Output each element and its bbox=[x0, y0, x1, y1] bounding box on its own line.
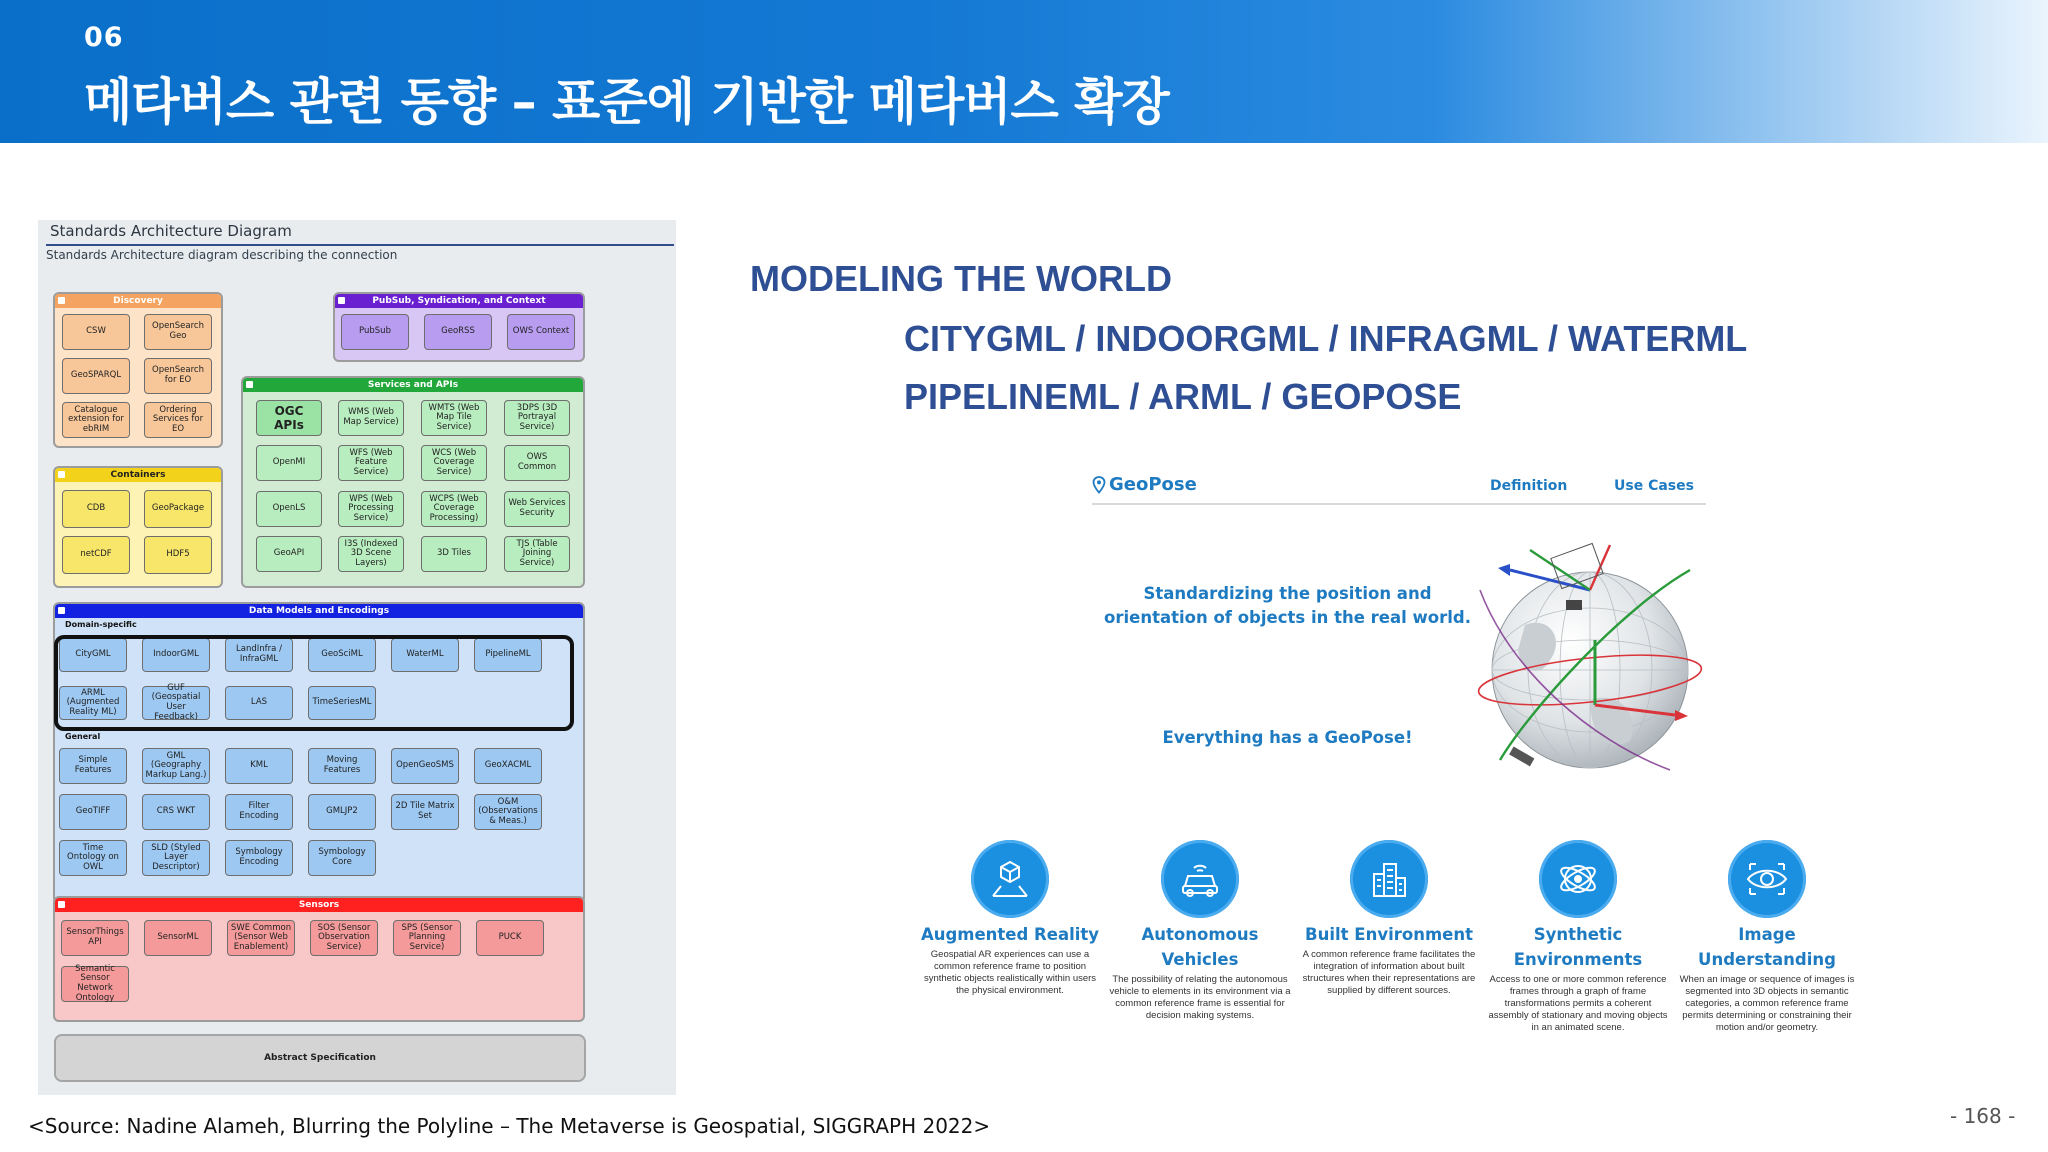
group-header-containers: Containers bbox=[55, 468, 221, 482]
location-pin-icon bbox=[1092, 476, 1106, 494]
box-las: LAS bbox=[225, 686, 293, 720]
box-sensorml: SensorML bbox=[144, 920, 212, 956]
box-i3s: I3S (Indexed 3D Scene Layers) bbox=[338, 536, 404, 572]
group-header-services: Services and APIs bbox=[243, 378, 583, 392]
modeling-standards-line-1: CITYGML / INDOORGML / INFRAGML / WATERML bbox=[904, 318, 1748, 359]
box-ows-context: OWS Context bbox=[507, 314, 575, 350]
domain-specific-highlight bbox=[54, 635, 574, 731]
group-header-discovery: Discovery bbox=[55, 294, 221, 308]
eye-scan-icon bbox=[1728, 840, 1806, 918]
modeling-standards-line-2: PIPELINEML / ARML / GEOPOSE bbox=[904, 376, 1462, 417]
group-discovery bbox=[53, 292, 223, 448]
use-case-image-understanding[interactable] bbox=[1675, 840, 1859, 1034]
box-catalogue-ebrim: Catalogue extension for ebRIM bbox=[62, 402, 130, 438]
box-csw: CSW bbox=[62, 314, 130, 350]
use-case-desc: Geospatial AR experiences can use a common reference frame to position synthetic objects realistically within users the physical environment. bbox=[923, 949, 1097, 996]
group-header-sensors: Sensors bbox=[55, 898, 583, 912]
use-case-desc: When an image or sequence of images is segmented into 3D objects in semantic categories, a common reference frame permits determining or constraining their motion and/or geometry. bbox=[1679, 974, 1855, 1033]
box-opengeosms: OpenGeoSMS bbox=[391, 748, 459, 784]
abstract-specification: Abstract Specification bbox=[54, 1034, 586, 1082]
box-geosciml: GeoSciML bbox=[308, 638, 376, 672]
box-puck: PUCK bbox=[476, 920, 544, 956]
group-services-apis bbox=[241, 376, 585, 588]
box-opensearch-geo: OpenSearch Geo bbox=[144, 314, 212, 350]
box-wcps: WCPS (Web Coverage Processing) bbox=[421, 491, 487, 527]
box-2d-tile-matrix: 2D Tile Matrix Set bbox=[391, 794, 459, 830]
box-sensorthings: SensorThings API bbox=[61, 920, 129, 956]
box-swe-common: SWE Common (Sensor Web Enablement) bbox=[227, 920, 295, 956]
box-wmts: WMTS (Web Map Tile Service) bbox=[421, 400, 487, 436]
box-arml: ARML (Augmented Reality ML) bbox=[59, 686, 127, 720]
box-filter-encoding: Filter Encoding bbox=[225, 794, 293, 830]
box-ordering-eo: Ordering Services for EO bbox=[144, 402, 212, 438]
box-ows-common: OWS Common bbox=[504, 445, 570, 481]
box-3dps: 3DPS (3D Portrayal Service) bbox=[504, 400, 570, 436]
box-hdf5: HDF5 bbox=[144, 536, 212, 574]
label-general: General bbox=[65, 732, 101, 741]
box-moving-features: Moving Features bbox=[308, 748, 376, 784]
diagram-title: Standards Architecture Diagram bbox=[50, 222, 292, 240]
box-pubsub: PubSub bbox=[341, 314, 409, 350]
box-crs-wkt: CRS WKT bbox=[142, 794, 210, 830]
box-semantic-sensor-network: Semantic Sensor Network Ontology bbox=[61, 966, 129, 1002]
box-georss: GeoRSS bbox=[424, 314, 492, 350]
use-case-title: Augmented Reality bbox=[920, 925, 1100, 944]
box-geopackage: GeoPackage bbox=[144, 490, 212, 528]
use-case-title: Synthetic Environments bbox=[1513, 925, 1643, 969]
group-header-pubsub: PubSub, Syndication, and Context bbox=[335, 294, 583, 308]
box-wms: WMS (Web Map Service) bbox=[338, 400, 404, 436]
box-infragml: LandInfra / InfraGML bbox=[225, 638, 293, 672]
box-gmljp2: GMLJP2 bbox=[308, 794, 376, 830]
box-openls: OpenLS bbox=[256, 491, 322, 527]
box-wcs: WCS (Web Coverage Service) bbox=[421, 445, 487, 481]
box-time-ontology: Time Ontology on OWL bbox=[59, 840, 127, 876]
use-case-synthetic-environments[interactable] bbox=[1486, 840, 1670, 1034]
box-om: O&M (Observations & Meas.) bbox=[474, 794, 542, 830]
use-case-title: Autonomous Vehicles bbox=[1141, 925, 1259, 969]
use-case-desc: The possibility of relating the autonomous vehicle to elements in its environment via a common reference frame is essential for decision making systems. bbox=[1109, 974, 1291, 1021]
box-ogc-apis: OGC APIs bbox=[256, 400, 322, 436]
group-sensors bbox=[53, 896, 585, 1022]
nav-use-cases[interactable]: Use Cases bbox=[1614, 478, 1694, 494]
diagram-subtitle: Standards Architecture diagram describing the connection bbox=[46, 248, 398, 262]
box-geosparql: GeoSPARQL bbox=[62, 358, 130, 394]
nav-definition[interactable]: Definition bbox=[1490, 478, 1568, 494]
box-waterml: WaterML bbox=[391, 638, 459, 672]
box-citygml: CityGML bbox=[59, 638, 127, 672]
section-number: 06 bbox=[84, 22, 124, 53]
box-geotiff: GeoTIFF bbox=[59, 794, 127, 830]
use-case-desc: A common reference frame facilitates the integration of information about built structures when their representations are supplied by different sources. bbox=[1302, 949, 1476, 996]
box-wps: WPS (Web Processing Service) bbox=[338, 491, 404, 527]
box-cdb: CDB bbox=[62, 490, 130, 528]
label-domain-specific: Domain-specific bbox=[65, 620, 137, 629]
globe-illustration bbox=[1470, 530, 1710, 792]
use-case-desc: Access to one or more common reference frames through a graph of frame transformations permits a coherent assembly of stationary and moving objects in an animated scene. bbox=[1488, 974, 1668, 1033]
use-case-augmented-reality[interactable] bbox=[918, 840, 1102, 997]
use-case-title: Built Environment bbox=[1305, 925, 1473, 944]
group-header-data-models: Data Models and Encodings bbox=[55, 604, 583, 618]
box-web-services-security: Web Services Security bbox=[504, 491, 570, 527]
box-opensearch-eo: OpenSearch for EO bbox=[144, 358, 212, 394]
box-simple-features: Simple Features bbox=[59, 748, 127, 784]
group-pubsub bbox=[333, 292, 585, 362]
box-timeseriesml: TimeSeriesML bbox=[308, 686, 376, 720]
box-sld: SLD (Styled Layer Descriptor) bbox=[142, 840, 210, 876]
box-symbology-encoding: Symbology Encoding bbox=[225, 840, 293, 876]
geopose-tagline: Standardizing the position and orientation of objects in the real world. bbox=[1104, 584, 1471, 627]
box-pipelineml: PipelineML bbox=[474, 638, 542, 672]
diagram-title-rule bbox=[46, 244, 674, 246]
box-3d-tiles: 3D Tiles bbox=[421, 536, 487, 572]
ar-icon bbox=[971, 840, 1049, 918]
geopose-logo-text: GeoPose bbox=[1109, 474, 1197, 495]
box-tjs: TJS (Table Joining Service) bbox=[504, 536, 570, 572]
box-gml: GML (Geography Markup Lang.) bbox=[142, 748, 210, 784]
use-case-built-environment[interactable] bbox=[1297, 840, 1481, 997]
box-kml: KML bbox=[225, 748, 293, 784]
box-wfs: WFS (Web Feature Service) bbox=[338, 445, 404, 481]
geopose-logo[interactable] bbox=[1092, 474, 1197, 495]
geopose-nav-divider bbox=[1092, 503, 1706, 505]
group-containers bbox=[53, 466, 223, 588]
box-netcdf: netCDF bbox=[62, 536, 130, 574]
geopose-tagline-2: Everything has a GeoPose! bbox=[1162, 728, 1413, 747]
use-case-title: Image Understanding bbox=[1698, 925, 1836, 969]
box-sos: SOS (Sensor Observation Service) bbox=[310, 920, 378, 956]
box-guf: GUF (Geospatial User Feedback) bbox=[142, 686, 210, 720]
car-icon bbox=[1161, 840, 1239, 918]
use-case-autonomous-vehicles[interactable] bbox=[1108, 840, 1292, 1022]
box-sps: SPS (Sensor Planning Service) bbox=[393, 920, 461, 956]
box-geoxacml: GeoXACML bbox=[474, 748, 542, 784]
box-openmi: OpenMI bbox=[256, 445, 322, 481]
page-number: - 168 - bbox=[1950, 1104, 2016, 1128]
buildings-icon bbox=[1350, 840, 1428, 918]
slide-header bbox=[0, 0, 2048, 143]
box-indoorgml: IndoorGML bbox=[142, 638, 210, 672]
source-citation: <Source: Nadine Alameh, Blurring the Polyline – The Metaverse is Geospatial, SIGGRAPH 2022> bbox=[28, 1114, 991, 1138]
atom-globe-icon bbox=[1539, 840, 1617, 918]
slide-title: 메타버스 관련 동향 – 표준에 기반한 메타버스 확장 bbox=[84, 73, 1169, 131]
box-geoapi: GeoAPI bbox=[256, 536, 322, 572]
box-symbology-core: Symbology Core bbox=[308, 840, 376, 876]
standards-architecture-diagram bbox=[38, 220, 676, 1095]
modeling-heading: MODELING THE WORLD bbox=[750, 258, 1172, 299]
